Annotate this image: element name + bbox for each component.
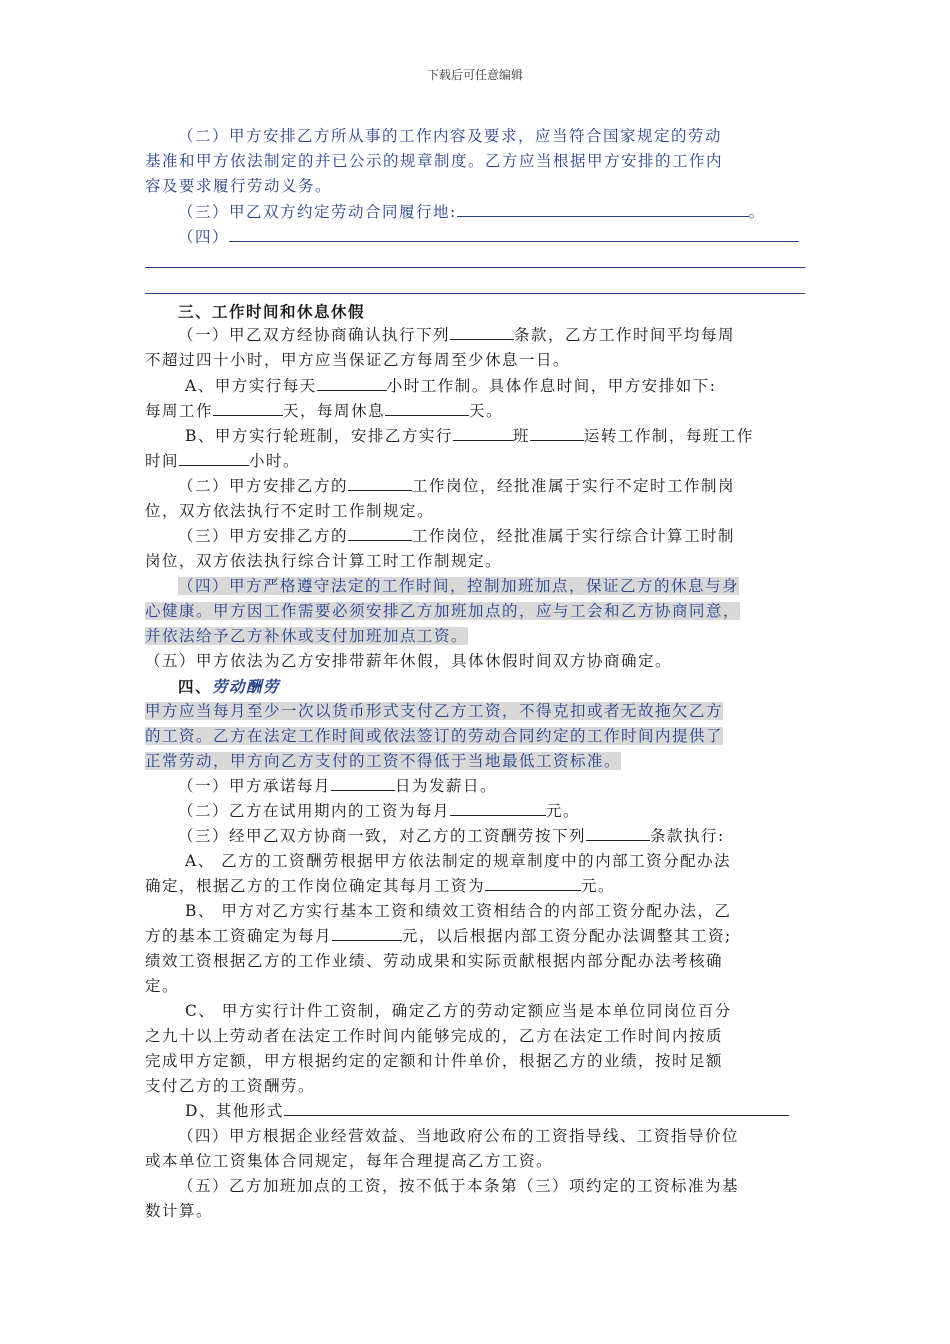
para-line xyxy=(145,424,810,449)
para-line xyxy=(145,323,810,348)
highlighted-line xyxy=(145,699,810,724)
text: 条款，乙方工作时间平均每周 xyxy=(514,326,736,344)
text: 工作岗位，经批准属于实行不定时工作制岗 xyxy=(412,477,736,495)
text: 元，以后根据内部工资分配办法调整其工资; xyxy=(402,927,732,945)
text: 心健康。甲方因工作需要必须安排乙方加班加点的，应与工会和乙方协商同意， xyxy=(145,602,741,620)
payday-blank[interactable] xyxy=(331,774,395,791)
para-line: 岗位，双方依法执行综合计算工时工作制规定。 xyxy=(145,552,503,570)
position-blank[interactable] xyxy=(348,474,412,491)
para-line: （五）甲方依法为乙方安排带薪年休假，具体休假时间双方协商确定。 xyxy=(145,652,673,670)
text: （二）乙方在试用期内的工资为每月 xyxy=(178,802,451,820)
other-form-blank[interactable] xyxy=(284,1099,789,1116)
text: 每周工作 xyxy=(145,402,214,420)
text: 运转工作制，每班工作 xyxy=(583,427,754,445)
workdays-blank[interactable] xyxy=(213,399,283,416)
text: （二）甲方安排乙方的 xyxy=(178,477,349,495)
section-4-title xyxy=(145,674,810,699)
clause-blank[interactable] xyxy=(450,323,514,340)
other-label: （四） xyxy=(178,228,230,246)
text: （一）甲乙双方经协商确认执行下列 xyxy=(178,326,451,344)
restdays-blank[interactable] xyxy=(385,399,469,416)
para-line: 之九十以上劳动者在法定工作时间内能够完成的，乙方在法定工作时间内按质 xyxy=(145,1027,724,1045)
highlighted-line xyxy=(145,724,810,749)
para-line: 基准和甲方依法制定的并已公示的规章制度。乙方应当根据甲方安排的工作内 xyxy=(145,152,724,170)
text: 时间 xyxy=(145,452,180,470)
para-line: A、 乙方的工资酬劳根据甲方依法制定的规章制度中的内部工资分配办法 xyxy=(185,852,732,870)
para-line: 位，双方依法执行不定时工作制规定。 xyxy=(145,502,435,520)
highlighted-line xyxy=(145,574,810,599)
section-title: 劳动酬劳 xyxy=(212,677,281,696)
section-number: 四、 xyxy=(178,677,213,696)
text: 元。 xyxy=(581,877,616,895)
page-header: 下载后可任意编辑 xyxy=(426,68,523,82)
para-line: （二）甲方安排乙方所从事的工作内容及要求，应当符合国家规定的劳动 xyxy=(178,127,723,145)
text: （三）经甲乙双方协商一致，对乙方的工资酬劳按下列 xyxy=(178,827,587,845)
para-line: （四）甲方根据企业经营效益、当地政府公布的工资指导线、工资指导价位 xyxy=(178,1127,740,1145)
text: 小时。 xyxy=(249,452,301,470)
rotation-blank[interactable] xyxy=(530,424,584,441)
shift-blank[interactable] xyxy=(453,424,513,441)
monthly-wage-blank[interactable] xyxy=(485,874,581,891)
text: 甲方应当每月至少一次以货币形式支付乙方工资，不得克扣或者无故拖欠乙方 xyxy=(145,702,724,720)
text: （三）甲方安排乙方的 xyxy=(178,527,349,545)
para-line: 容及要求履行劳动义务。 xyxy=(145,177,333,195)
para-line xyxy=(145,874,810,899)
shift-hours-blank[interactable] xyxy=(179,449,249,466)
highlighted-line xyxy=(145,599,810,624)
clause-blank[interactable] xyxy=(586,824,650,841)
para-line: 数计算。 xyxy=(145,1202,214,1220)
text: 小时工作制。具体作息时间，甲方安排如下: xyxy=(386,377,717,395)
para-line xyxy=(145,1099,810,1124)
hours-blank[interactable] xyxy=(317,374,387,391)
text: 工作岗位，经批准属于实行综合计算工时制 xyxy=(412,527,736,545)
para-line-workplace xyxy=(145,200,810,225)
para-line xyxy=(145,824,810,849)
para-line: 不超过四十小时，甲方应当保证乙方每周至少休息一日。 xyxy=(145,351,571,369)
para-line: C、 甲方实行计件工资制，确定乙方的劳动定额应当是本单位同岗位百分 xyxy=(185,1002,732,1020)
text: 天，每周休息 xyxy=(283,402,386,420)
highlighted-line xyxy=(145,749,810,774)
text: （一）甲方承诺每月 xyxy=(178,777,332,795)
para-line: 支付乙方的工资酬劳。 xyxy=(145,1077,316,1095)
highlighted-line xyxy=(145,624,810,649)
text: 班 xyxy=(512,427,530,445)
text: D、其他形式 xyxy=(185,1102,284,1120)
workplace-blank[interactable] xyxy=(457,200,749,217)
period: 。 xyxy=(748,203,766,221)
para-line xyxy=(145,374,810,399)
base-wage-blank[interactable] xyxy=(332,924,402,941)
para-line: 定。 xyxy=(145,977,180,995)
text: 确定，根据乙方的工作岗位确定其每月工资为 xyxy=(145,877,486,895)
para-line: B、 甲方对乙方实行基本工资和绩效工资相结合的内部工资分配办法，乙 xyxy=(185,902,732,920)
text: （四）甲方严格遵守法定的工作时间，控制加班加点，保证乙方的休息与身 xyxy=(178,577,740,595)
text: 方的基本工资确定为每月 xyxy=(145,927,333,945)
text: 并依法给予乙方补休或支付加班加点工资。 xyxy=(145,627,469,645)
para-line xyxy=(145,799,810,824)
para-line-other xyxy=(145,225,810,250)
para-line xyxy=(145,474,810,499)
text: 的工资。乙方在法定工作时间或依法签订的劳动合同约定的工作时间内提供了 xyxy=(145,727,724,745)
para-line xyxy=(145,449,810,474)
other-blank[interactable] xyxy=(229,225,799,242)
para-line xyxy=(145,924,810,949)
para-line: 或本单位工资集体合同规定，每年合理提高乙方工资。 xyxy=(145,1152,554,1170)
text: A、甲方实行每天 xyxy=(185,377,317,395)
text: B、甲方实行轮班制，安排乙方实行 xyxy=(185,427,453,445)
workplace-label: （三）甲乙双方约定劳动合同履行地: xyxy=(178,203,457,221)
blank-line[interactable] xyxy=(145,267,805,268)
text: 元。 xyxy=(546,802,581,820)
text: 天。 xyxy=(469,402,504,420)
position-blank[interactable] xyxy=(348,524,412,541)
text: 日为发薪日。 xyxy=(395,777,498,795)
para-line: 完成甲方定额，甲方根据约定的定额和计件单价，根据乙方的业绩，按时足额 xyxy=(145,1052,724,1070)
text: 正常劳动，甲方向乙方支付的工资不得低于当地最低工资标准。 xyxy=(145,752,622,770)
blank-line[interactable] xyxy=(145,293,805,294)
para-line xyxy=(145,524,810,549)
para-line xyxy=(145,774,810,799)
para-line: （五）乙方加班加点的工资，按不低于本条第（三）项约定的工资标准为基 xyxy=(178,1177,740,1195)
para-line xyxy=(145,399,810,424)
section-3-title: 三、工作时间和休息休假 xyxy=(178,302,366,321)
probation-wage-blank[interactable] xyxy=(450,799,546,816)
para-line: 绩效工资根据乙方的工作业绩、劳动成果和实际贡献根据内部分配办法考核确 xyxy=(145,952,724,970)
text: 条款执行: xyxy=(650,827,725,845)
